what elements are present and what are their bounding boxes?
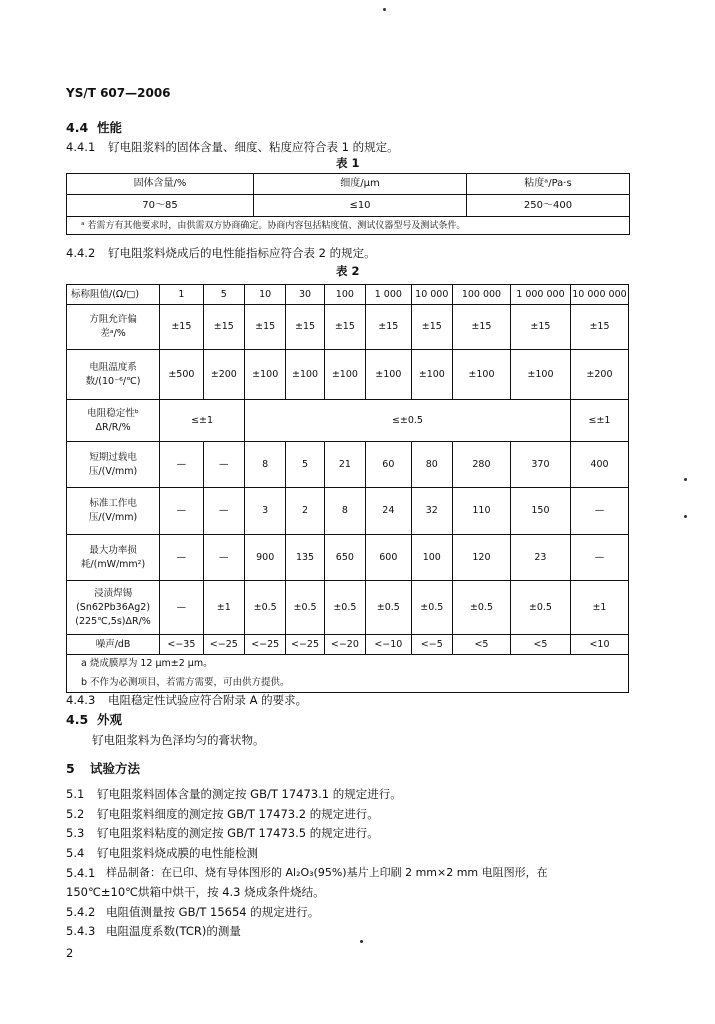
table2-cell: 8 [245,442,286,488]
table2-row-solder [67,581,629,635]
section-5-4-3-text: 电阻温度系数(TCR)的测量 [106,924,241,938]
table2-row-label: 标准工作电 压/(V/mm) [67,488,160,535]
table2-cell: <5 [452,635,510,655]
table1-header-viscosity: 粘度ᵃ/Pa·s [467,174,630,195]
table2-footnote-a: a 烧成膜厚为 12 μm±2 μm。 [67,655,629,674]
table2-col-header: 1 000 000 [510,285,570,305]
table2-cell: ±100 [452,350,510,400]
table2-cell: 110 [452,488,510,535]
table2-row-label: 最大功率损 耗/(mW/mm²) [67,535,160,581]
table2-row-noise [67,635,629,655]
table2-cell: ±100 [286,350,324,400]
table2-cell: <10 [570,635,628,655]
table2-row-label: 噪声/dB [67,635,160,655]
table2-cell: ±200 [203,350,244,400]
table2-col-header: 1 000 [366,285,412,305]
section-5-3-number: 5.3 [66,826,85,840]
table2-cell: — [160,581,203,635]
table2-cell: 3 [245,488,286,535]
table2-cell: ±15 [245,305,286,350]
table1-cell-viscosity: 250～400 [467,195,630,217]
table2-cell-merged: ≤±0.5 [245,400,571,442]
section-5-number: 5 [66,761,75,776]
section-5-2-number: 5.2 [66,807,85,821]
table2-cell: ±1 [570,581,628,635]
table2-cell: <−25 [286,635,324,655]
table2-cell: ±100 [510,350,570,400]
table2-cell: ±0.5 [245,581,286,635]
table2-caption: 表 2 [336,264,360,278]
table2-cell: 8 [324,488,365,535]
table2-cell-merged: ≤±1 [160,400,245,442]
table2-footnote-b: b 不作为必测项目，若需方需要，可由供方提供。 [67,674,629,693]
table2-cell: — [570,488,628,535]
scan-speck [360,940,363,943]
table2-cell: — [160,488,203,535]
table2-cell: ±15 [286,305,324,350]
table2-cell: 370 [510,442,570,488]
table2-cell: <−35 [160,635,203,655]
table2-cell: 150 [510,488,570,535]
table2-row-stability [67,400,629,442]
table2-col-header: 5 [203,285,244,305]
table2-col-header: 10 000 [411,285,452,305]
scan-speck [684,515,687,518]
section-5-4-number: 5.4 [66,846,85,860]
table2-col-header: 10 000 000 [570,285,628,305]
table2-cell: ±1 [203,581,244,635]
table2-row-label: 方阻允许偏 差ᵃ/% [67,305,160,350]
table2-cell: 60 [366,442,412,488]
table2-cell: ±0.5 [286,581,324,635]
table2-col-header: 1 [160,285,203,305]
table2-cell: ±15 [203,305,244,350]
table2-cell: — [203,442,244,488]
table2-cell: <−20 [324,635,365,655]
table2-col-header: 100 000 [452,285,510,305]
section-4-4-3-text: 电阻稳定性试验应符合附录 A 的要求。 [108,693,308,707]
section-4-5-number: 4.5 [66,712,89,727]
section-4-5-title: 外观 [97,712,123,727]
table1-caption: 表 1 [336,156,360,170]
section-5-3-text: 钌电阻浆料粘度的测定按 GB/T 17473.5 的规定进行。 [97,826,379,840]
section-4-4-number: 4.4 [66,120,89,135]
section-5-4-1-number: 5.4.1 [66,866,96,880]
table2-cell: ≤±1 [570,400,628,442]
table2-row-short-overload [67,442,629,488]
table2-cell: 24 [366,488,412,535]
table2-cell: ±15 [570,305,628,350]
table2-cell: — [203,488,244,535]
table2-header-row [67,285,629,305]
section-5-4-2-text: 电阻值测量按 GB/T 15654 的规定进行。 [106,905,320,919]
table2-cell: ±0.5 [411,581,452,635]
table2-cell: 650 [324,535,365,581]
section-5-4-3-number: 5.4.3 [66,924,96,938]
table2-cell: 80 [411,442,452,488]
table2-cell: 23 [510,535,570,581]
table2-cell: ±15 [324,305,365,350]
table2-row-max-power [67,535,629,581]
table2-cell: ±200 [570,350,628,400]
table2-cell: 900 [245,535,286,581]
table2-cell: ±15 [160,305,203,350]
table2-cell: 2 [286,488,324,535]
table2-cell: — [203,535,244,581]
section-5-4-2-number: 5.4.2 [66,905,96,919]
table2-cell: ±0.5 [510,581,570,635]
table2-cell: 135 [286,535,324,581]
table2-col-header: 10 [245,285,286,305]
section-4-4-title: 性能 [97,120,123,135]
section-4-4-2-number: 4.4.2 [66,246,96,260]
table2-cell: 32 [411,488,452,535]
table2-cell: 21 [324,442,365,488]
table2-cell: — [160,442,203,488]
page-number: 2 [66,946,74,960]
table2-row-working-voltage [67,488,629,535]
table2-col-header: 100 [324,285,365,305]
table1-cell-fineness: ≤10 [254,195,467,217]
section-5-1-number: 5.1 [66,787,85,801]
table2-cell: — [570,535,628,581]
section-5-title: 试验方法 [90,761,141,776]
section-4-4-1-number: 4.4.1 [66,140,96,154]
table2-cell: <5 [510,635,570,655]
table2-cell: ±100 [411,350,452,400]
table1-header-fineness: 细度/μm [254,174,467,195]
standard-number: YS/T 607—2006 [66,86,171,100]
table2-row-tcr [67,350,629,400]
section-5-4-1-text-line1: 样品制备：在已印、烧有导体图形的 Al₂O₃(95%)基片上印刷 2 mm×2 mm 电阻图形，在 [106,866,548,879]
section-5-4-1-text-line2: 150℃±10℃烘箱中烘干，按 4.3 烧成条件烧结。 [66,885,325,899]
section-4-4-1-text: 钌电阻浆料的固体含量、细度、粘度应符合表 1 的规定。 [108,140,399,154]
table2-cell: ±0.5 [366,581,412,635]
table2-cell: ±0.5 [452,581,510,635]
table-1 [66,173,630,235]
table1-cell-solid: 70～85 [67,195,254,217]
section-5-1-text: 钌电阻浆料固体含量的测定按 GB/T 17473.1 的规定进行。 [97,787,402,801]
table2-cell: ±100 [366,350,412,400]
table2-cell: ±0.5 [324,581,365,635]
table2-cell: — [160,535,203,581]
table2-cell: <−25 [203,635,244,655]
table2-row-tolerance [67,305,629,350]
table2-cell: ±15 [366,305,412,350]
table2-row-label: 浸渍焊锡 (Sn62Pb36Ag2) (225℃,5s)ΔR/% [67,581,160,635]
table-2 [66,284,629,693]
table2-cell: 100 [411,535,452,581]
table2-cell: ±15 [452,305,510,350]
table2-col-header: 30 [286,285,324,305]
table1-footnote: ᵃ 若需方有其他要求时，由供需双方协商确定。协商内容包括粘度值、测试仪器型号及测试条件。 [67,217,630,235]
table2-cell: <−25 [245,635,286,655]
table2-row-label: 短期过载电 压/(V/mm) [67,442,160,488]
scan-speck [383,8,386,11]
section-5-2-text: 钌电阻浆料细度的测定按 GB/T 17473.2 的规定进行。 [97,807,379,821]
table2-cell: ±15 [510,305,570,350]
table2-cell: ±500 [160,350,203,400]
table2-cell: ±100 [324,350,365,400]
table2-row-label: 电阻温度系 数/(10⁻⁶/℃) [67,350,160,400]
table2-cell: 5 [286,442,324,488]
table2-cell: 120 [452,535,510,581]
scan-speck [684,478,687,481]
table2-cell: 280 [452,442,510,488]
table2-header-label: 标称阻值/(Ω/□) [67,285,160,305]
table2-cell: ±100 [245,350,286,400]
section-5-4-text: 钌电阻浆料烧成膜的电性能检测 [97,846,258,860]
section-4-4-2-text: 钌电阻浆料烧成后的电性能指标应符合表 2 的规定。 [108,246,376,260]
table2-cell: <−5 [411,635,452,655]
table2-cell: ±15 [411,305,452,350]
table1-header-solid: 固体含量/% [67,174,254,195]
table2-cell: <−10 [366,635,412,655]
table2-cell: 400 [570,442,628,488]
table2-cell: 600 [366,535,412,581]
table2-row-label: 电阻稳定性ᵇ ΔR/R/% [67,400,160,442]
section-4-5-text: 钌电阻浆料为色泽均匀的膏状物。 [92,733,265,747]
section-4-4-3-number: 4.4.3 [66,693,96,707]
